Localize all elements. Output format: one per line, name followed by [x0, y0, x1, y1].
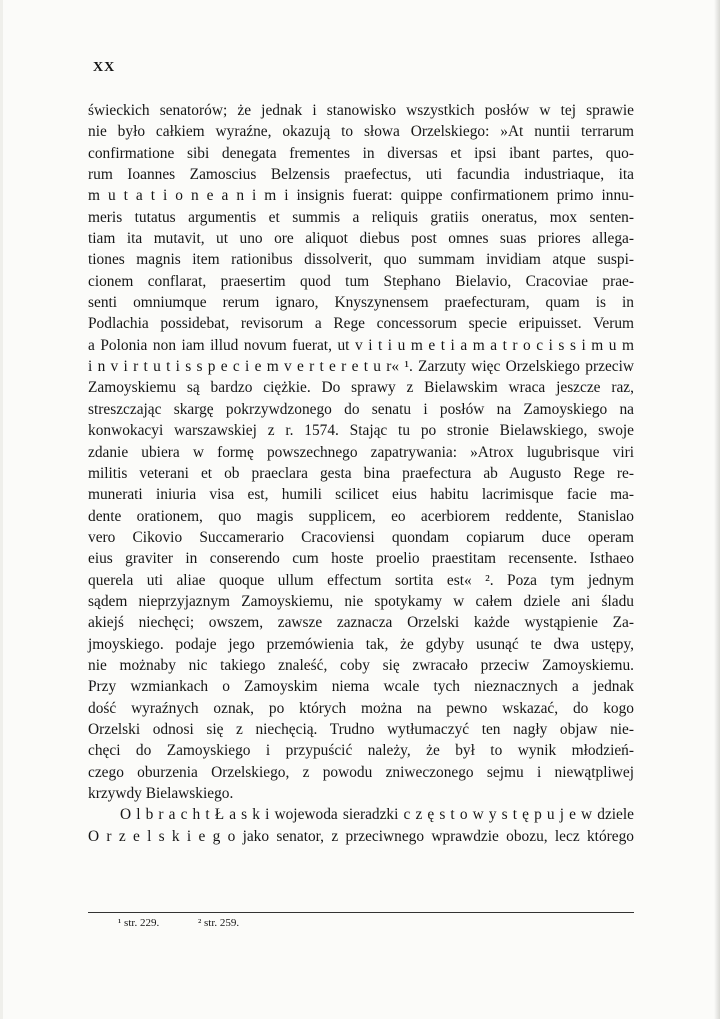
text-line: senti omniumque rerum ignaro, Knyszynensem praefecturam, quam is in [88, 294, 634, 312]
text-line: dość wyraźnych oznak, po których można na pewno wskazać, do kogo [88, 699, 634, 717]
text-line: świeckich senatorów; że jednak i stanowisko wszystkich posłów w tej sprawie [88, 102, 634, 119]
text-line: jmoyskiego. podaje jego przemówienia tak, że gdyby usunąć te dwa ustępy, [88, 635, 634, 653]
text-line: rum Ioannes Zamoscius Belzensis praefectus, uti facundia industriaque, ita [88, 166, 634, 184]
text-line: dente orationem, quo magis supplicem, eo acerbiorem reddente, Stanislao [88, 507, 634, 525]
text-line: a Polonia non iam illud novum fuerat, ut v i t i u m e t i a m a t r o c i s s i m u m [88, 336, 634, 354]
text-line: m u t a t i o n e a n i m i insignis fuerat: quippe confirmationem primo innu- [88, 187, 634, 205]
text-line: Przy wzmiankach o Zamoyskim niema wcale tych nieznacznych a jednak [88, 678, 634, 696]
text-line: nie możnaby nic takiego znaleść, coby się zwracało przeciw Zamoyskiemu. [88, 656, 634, 674]
text-line: chęci do Zamoyskiego i przypuścić należy, że był to wynik młodzień- [88, 742, 634, 760]
text-line: akiejś niechęci; owszem, zawsze zaznacza Orzelski każde wystąpienie Za- [88, 614, 634, 632]
footnote-1: ¹ str. 229. [118, 917, 160, 929]
text-line: O l b r a c h t Ł a s k i wojewoda sieradzki c z ę s t o w y s t ę p u j e w dziele [120, 806, 634, 824]
text-line: krzywdy Bielawskiego. [88, 785, 234, 802]
text-line: konwokacyi warszawskiej z r. 1574. Stając tu po stronie Bielawskiego, swoje [88, 422, 634, 440]
text-line: czego oburzenia Orzelskiego, z powodu zniweczonego sejmu i niewątpliwej [88, 763, 634, 781]
text-line: i n v i r t u t i s s p e c i e m v e r t e r e t u r« ¹. Zarzuty więc Orzelskiego przeciw [88, 358, 634, 376]
footnotes [118, 917, 275, 929]
text-line: sądem nieprzyjaznym Zamoyskiemu, nie spotykamy w całem dziele ani śladu [88, 592, 634, 610]
text-line: munerati iniuria visa est, humili scilicet eius habitu lacrimisque facie ma- [88, 486, 634, 504]
text-line: militis veterani et ob praeclara gesta bina praefectura ab Augusto Rege re- [88, 464, 634, 482]
text-line: eius graviter in conserendo cum hoste proelio praestitam recensente. Isthaeo [88, 550, 634, 568]
text-line: vero Cikovio Succamerario Cracoviensi quondam copiarum duce operam [88, 528, 634, 546]
text-line: nie było całkiem wyraźne, okazują to słowa Orzelskiego: »At nuntii terrarum [88, 123, 634, 141]
body-text [88, 100, 634, 847]
text-line: Zamoyskiemu są bardzo ciężkie. Do sprawy z Bielawskim wraca jeszcze raz, [88, 379, 634, 397]
text-line: zdanie ubiera w formę powszechnego zapatrywania: »Atrox lugubrisque viri [88, 443, 634, 461]
text-line: cionem conflarat, praesertim quod tum Stephano Bielavio, Cracoviae prae- [88, 272, 634, 290]
scan-edge-right [714, 0, 720, 1019]
text-line: Orzelski odnosi się z niechęcią. Trudno wytłumaczyć ten nagły objaw nie- [88, 720, 634, 738]
text-line: Podlachia possidebat, revisorum a Rege concessorum specie eripuisset. Verum [88, 315, 634, 333]
text-line: meris tutatus argumentis et summis a reliquis gratiis oneratus, mox senten- [88, 208, 634, 226]
text-line: tiones magnis item rationibus dissolverit, quo summam invidiam atque suspi- [88, 251, 634, 269]
text-line: confirmatione sibi denegata frementes in diversas et ipsi ibant partes, quo- [88, 144, 634, 162]
text-line: O r z e l s k i e g o jako senator, z przeciwnego wprawdzie obozu, lecz którego [88, 827, 634, 845]
footnote-divider [88, 912, 634, 913]
text-line: querela uti aliae quoque ullum effectum sortita est« ². Poza tym jednym [88, 571, 634, 589]
page-number: XX [93, 60, 116, 75]
text-line: tiam ita mutavit, ut uno ore aliquot diebus post omnes suas priores allega- [88, 230, 634, 248]
footnote-2: ² str. 259. [197, 917, 240, 929]
scan-edge-left [0, 0, 3, 1019]
text-line: streszczając skargę pokrzywdzonego do senatu i posłów na Zamoyskiego na [88, 400, 634, 418]
